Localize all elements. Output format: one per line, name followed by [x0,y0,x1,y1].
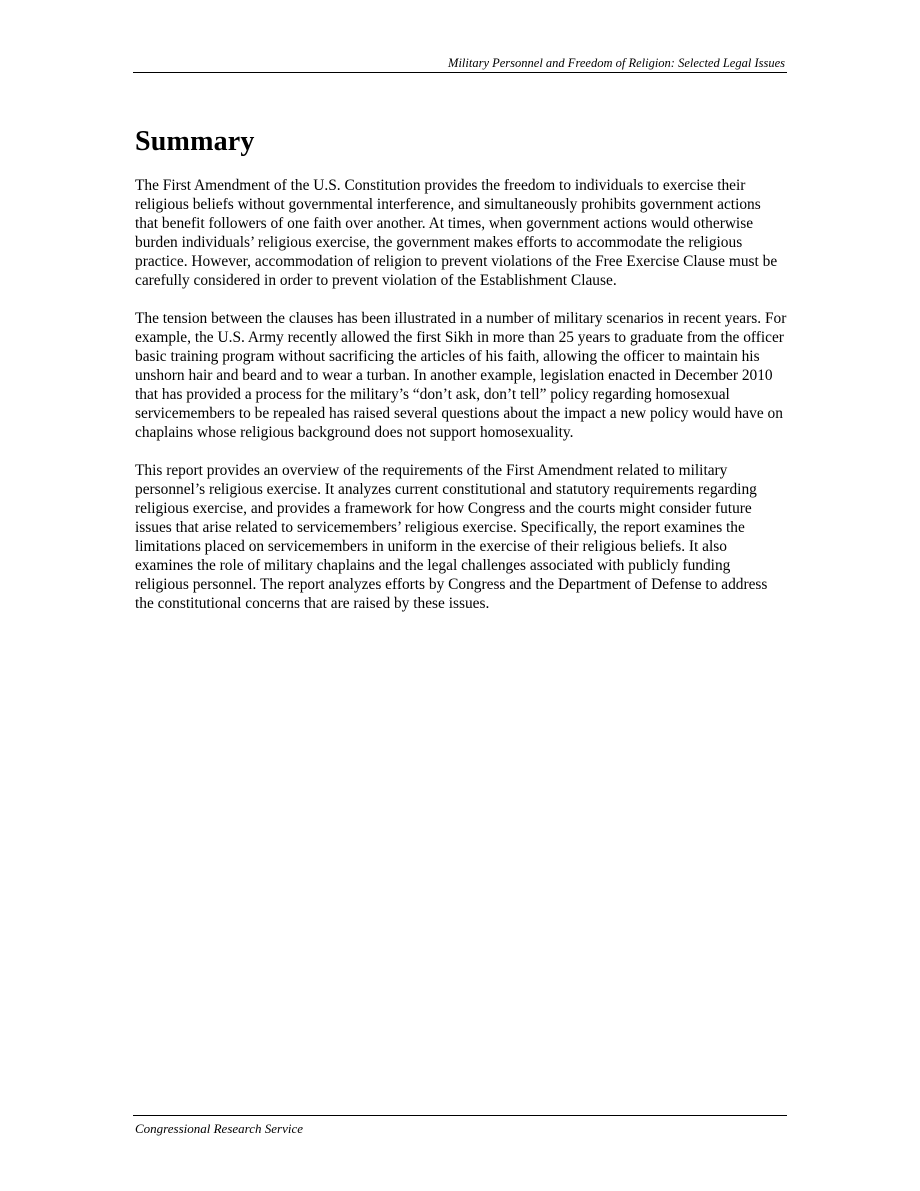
summary-body [135,176,787,632]
running-footer [133,1115,787,1138]
summary-paragraph-3: This report provides an overview of the requirements of the First Amendment related to military personnel’s religious exercise. It analyzes current constitutional and statutory requirements regarding religious exercise, and provides a framework for how Congress and the courts might consider future issues that arise related to servicemembers’ religious exercise. Specifically, the report examines the limitations placed on servicemembers in uniform in the exercise of their religious beliefs. It also examines the role of military chaplains and the legal challenges associated with publicly funding religious personnel. The report analyzes efforts by Congress and the Department of Defense to address the constitutional concerns that are raised by these issues. [135,462,768,612]
page-title: Summary [135,126,255,157]
running-header [133,55,787,73]
summary-paragraph-2: The tension between the clauses has been illustrated in a number of military scenarios in recent years. For example, the U.S. Army recently allowed the first Sikh in more than 25 years to graduate from the officer basic training program without sacrificing the articles of his faith, allowing the officer to maintain his unshorn hair and beard and to wear a turban. In another example, legislation enacted in December 2010 that has provided a process for the military’s “don’t ask, don’t tell” policy regarding homosexual servicemembers to be repealed has raised several questions about the impact a new policy would have on chaplains whose religious background does not support homosexuality. [135,310,787,441]
footer-organization: Congressional Research Service [135,1121,303,1136]
summary-paragraph-1: The First Amendment of the U.S. Constitution provides the freedom to individuals to exercise their religious beliefs without governmental interference, and simultaneously prohibits government actions that benefit followers of one faith over another. At times, when government actions would otherwise burden individuals’ religious exercise, the government makes efforts to accommodate the religious practice. However, accommodation of religion to prevent violations of the Free Exercise Clause must be carefully considered in order to prevent violation of the Establishment Clause. [135,177,778,289]
running-header-title: Military Personnel and Freedom of Religion: Selected Legal Issues [448,56,785,70]
